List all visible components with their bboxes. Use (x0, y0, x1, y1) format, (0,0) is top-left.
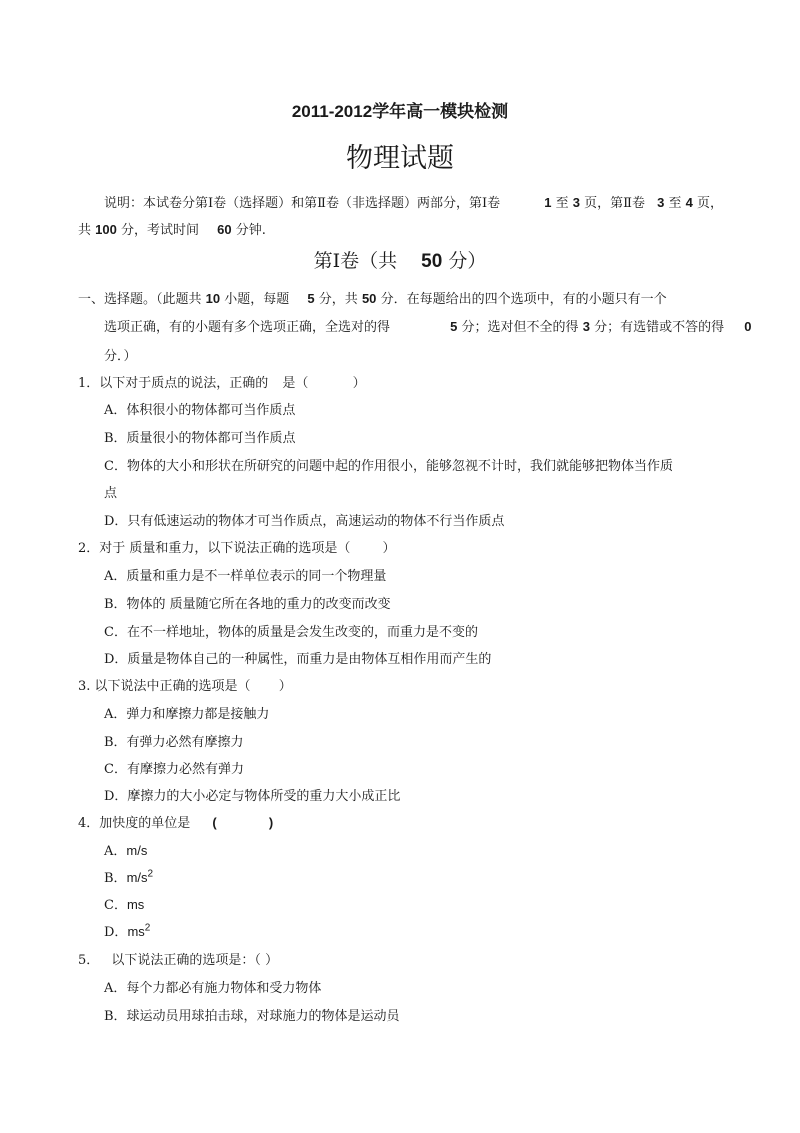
instructions-text: 至 (668, 196, 682, 211)
option-label: D． (104, 925, 128, 940)
part1-text: 分．在每题给出的四个选项中，有的小题只有一个 (380, 292, 667, 307)
instructions-line-1 (104, 192, 723, 211)
question-2-stem (78, 537, 396, 556)
part1-number: 5 (450, 319, 458, 334)
question-4-option-a (104, 840, 147, 859)
page-number: 1 (544, 195, 552, 210)
question-3-option-c: C．有摩擦力必然有弹力 (104, 762, 244, 777)
question-text: ） (352, 376, 366, 391)
question-text: 3. 以下说法中正确的选项是（ (78, 679, 251, 694)
question-text: ) (268, 815, 274, 830)
question-text: 2．对于 质量和重力，以下说法正确的选项是（ (78, 541, 351, 556)
question-4-stem (78, 812, 273, 831)
part1-number: 0 (744, 319, 752, 334)
question-text: ） (382, 541, 396, 556)
exam-duration: 60 (217, 222, 232, 237)
part1-text: 小题，每题 (224, 292, 290, 307)
superscript: 2 (144, 922, 151, 934)
question-3-option-b: B．有弹力必然有摩擦力 (104, 735, 244, 750)
part1-text: 分；有选错或不答的得 (594, 320, 725, 335)
instructions-text: 分钟. (235, 223, 266, 238)
part1-text: 分，共 (318, 292, 358, 307)
option-value: ms (127, 924, 145, 939)
question-1-option-a: A．体积很小的物体都可当作质点 (104, 403, 296, 418)
question-text: 5． (78, 953, 100, 968)
question-1-option-b: B．质量很小的物体都可当作质点 (104, 431, 296, 446)
question-5-option-b: B．球运动员用球拍击球，对球施力的物体是运动员 (104, 1009, 400, 1024)
instructions-text: 说明：本试卷分第Ⅰ卷（选择题）和第Ⅱ卷（非选择题）两部分，第Ⅰ卷 (104, 196, 501, 211)
exam-title (0, 97, 800, 122)
question-3-option-d: D．摩擦力的大小必定与物体所受的重力大小成正比 (104, 789, 401, 804)
instructions-text: 至 (555, 196, 569, 211)
page-number: 3 (572, 195, 581, 210)
section-prefix: 第Ⅰ卷（共 (313, 250, 398, 272)
question-2-option-a: A．质量和重力是不一样单位表示的同一个物理量 (104, 569, 387, 584)
instructions-text: 分，考试时间 (121, 223, 200, 238)
part1-line-1 (78, 288, 667, 307)
question-text: 是（ (282, 376, 309, 391)
option-value: m/s (126, 843, 148, 858)
question-text: 1．以下对于质点的说法，正确的 (78, 376, 269, 391)
question-3-stem (78, 675, 292, 694)
question-3-option-a: A．弹力和摩擦力都是接触力 (104, 707, 270, 722)
option-value: ms (126, 897, 145, 912)
option-label: A． (104, 844, 127, 859)
question-5-option-a: A．每个力都必有施力物体和受力物体 (104, 981, 322, 996)
part1-number: 10 (205, 291, 221, 306)
section-points: 50 (421, 251, 443, 272)
total-points: 100 (95, 222, 117, 237)
section-suffix: 分） (448, 250, 487, 272)
question-text: ） (265, 953, 279, 968)
question-text: 以下说法正确的选项是：（ (111, 953, 261, 968)
instructions-text: 共 (78, 223, 92, 238)
superscript: 2 (147, 868, 154, 880)
exam-title-rest: 学年高一模块检测 (372, 102, 509, 122)
question-2-option-c: C．在不一样地址，物体的质量是会发生改变的，而重力是不变的 (104, 625, 478, 640)
part1-text: 分；选对但不全的得 (461, 320, 579, 335)
question-4-option-b (104, 867, 153, 886)
part1-number: 50 (361, 291, 377, 306)
part1-number: 5 (307, 291, 315, 306)
exam-year: 2011-2012 (291, 102, 373, 121)
question-1-stem (78, 372, 366, 391)
question-4-option-d (104, 921, 150, 940)
question-2-option-d: D．质量是物体自己的一种属性，而重力是由物体互相作用而产生的 (104, 652, 492, 667)
part1-number: 3 (582, 319, 590, 334)
instructions-text: 页，第Ⅱ卷 (584, 196, 645, 211)
part1-text: 选项正确，有的小题有多个选项正确，全选对的得 (104, 320, 391, 335)
part1-text: 一、选择题。（此题共 (78, 292, 202, 307)
question-text: 4．加快度的单位是 (78, 816, 191, 831)
question-1-option-c: C．物体的大小和形状在所研究的问题中起的作用很小，能够忽视不计时，我们就能够把物体当作质 (104, 459, 673, 474)
option-label: C． (104, 898, 127, 913)
page-number: 4 (685, 195, 693, 210)
question-text: ( (212, 815, 217, 830)
part1-line-2 (104, 316, 751, 335)
section-heading (0, 246, 800, 273)
subject-title: 物理试题 (346, 143, 454, 174)
question-2-option-b: B．物体的 质量随它所在各地的重力的改变而改变 (104, 597, 391, 612)
instructions-text: 页， (697, 196, 724, 211)
question-1-option-d: D．只有低速运动的物体才可当作质点，高速运动的物体不行当作质点 (104, 514, 505, 529)
question-4-option-c (104, 894, 144, 913)
option-label: B． (104, 871, 127, 886)
question-text: ） (278, 679, 292, 694)
part1-line-3: 分．） (104, 349, 137, 364)
page-number: 3 (657, 195, 665, 210)
question-1-option-c-cont: 点 (104, 486, 118, 501)
question-5-stem (78, 949, 278, 968)
instructions-line-2 (78, 219, 266, 238)
option-value: m/s (126, 870, 148, 885)
